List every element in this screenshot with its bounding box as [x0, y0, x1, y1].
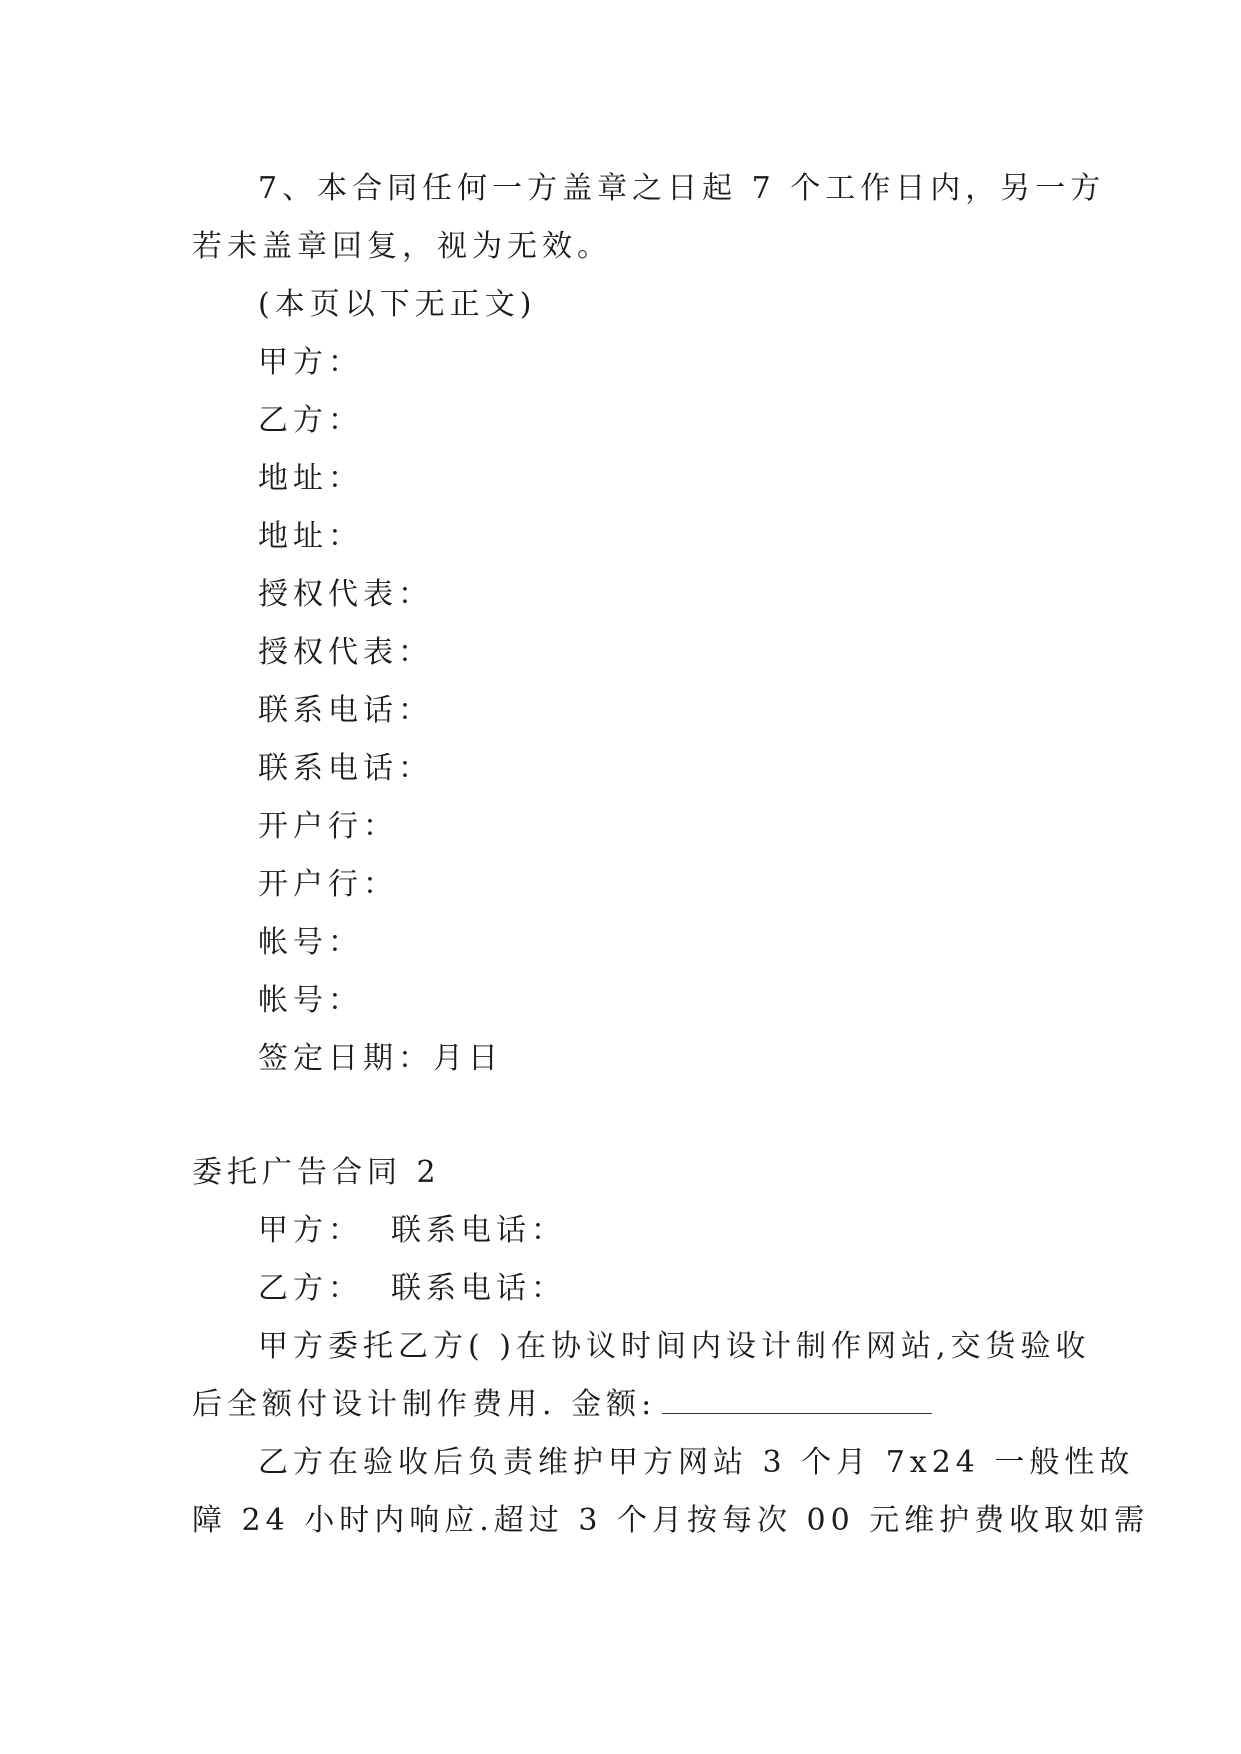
contract-2-title: 委托广告合同 2 [192, 1155, 441, 1190]
representative-a-label: 授权代表： [258, 577, 433, 612]
party-b-label: 乙方： [258, 403, 363, 438]
bank-a-label: 开户行： [258, 809, 398, 844]
amount-blank-line [662, 1377, 932, 1414]
representative-b-label: 授权代表： [258, 635, 433, 670]
phone-a-label: 联系电话： [258, 693, 433, 728]
document-body [192, 160, 1150, 1550]
account-a-label: 帐号： [258, 925, 363, 960]
section-gap [192, 1088, 1052, 1144]
account-b-label: 帐号： [258, 983, 363, 1018]
bank-b-label: 开户行： [258, 867, 398, 902]
contract-2-para-1-line-1: 甲方委托乙方( )在协议时间内设计制作网站,交货验收 [258, 1329, 1091, 1364]
address-b-label: 地址： [258, 519, 363, 554]
phone-b-label: 联系电话： [258, 751, 433, 786]
no-text-note: (本页以下无正文) [258, 287, 537, 322]
contract-2-para-1-line-2: 后全额付设计制作费用. 金额: [192, 1387, 657, 1422]
contract-2-party-a-label: 甲方： [258, 1213, 363, 1248]
contract-2-para-1-line-2-row [192, 1376, 1052, 1434]
clause-7-line-1: 7、本合同任何一方盖章之日起 7 个工作日内，另一方 [258, 171, 1106, 206]
party-a-label: 甲方： [258, 345, 363, 380]
clause-7-line-2: 若未盖章回复，视为无效。 [192, 229, 612, 264]
sign-date-label: 签定日期：月日 [258, 1041, 503, 1076]
contract-2-party-b-row [192, 1260, 1052, 1318]
contract-2-para-2-line-2: 障 24 小时内响应.超过 3 个月按每次 00 元维护费收取如需 [192, 1503, 1150, 1538]
contract-2-party-a-row [192, 1202, 1052, 1260]
contract-2-party-a-phone-label: 联系电话： [391, 1213, 566, 1248]
contract-2-para-2-line-1: 乙方在验收后负责维护甲方网站 3 个月 7x24 一般性故 [258, 1445, 1135, 1480]
contract-2-party-b-phone-label: 联系电话： [391, 1271, 566, 1306]
contract-2-party-b-label: 乙方： [258, 1271, 363, 1306]
address-a-label: 地址： [258, 461, 363, 496]
